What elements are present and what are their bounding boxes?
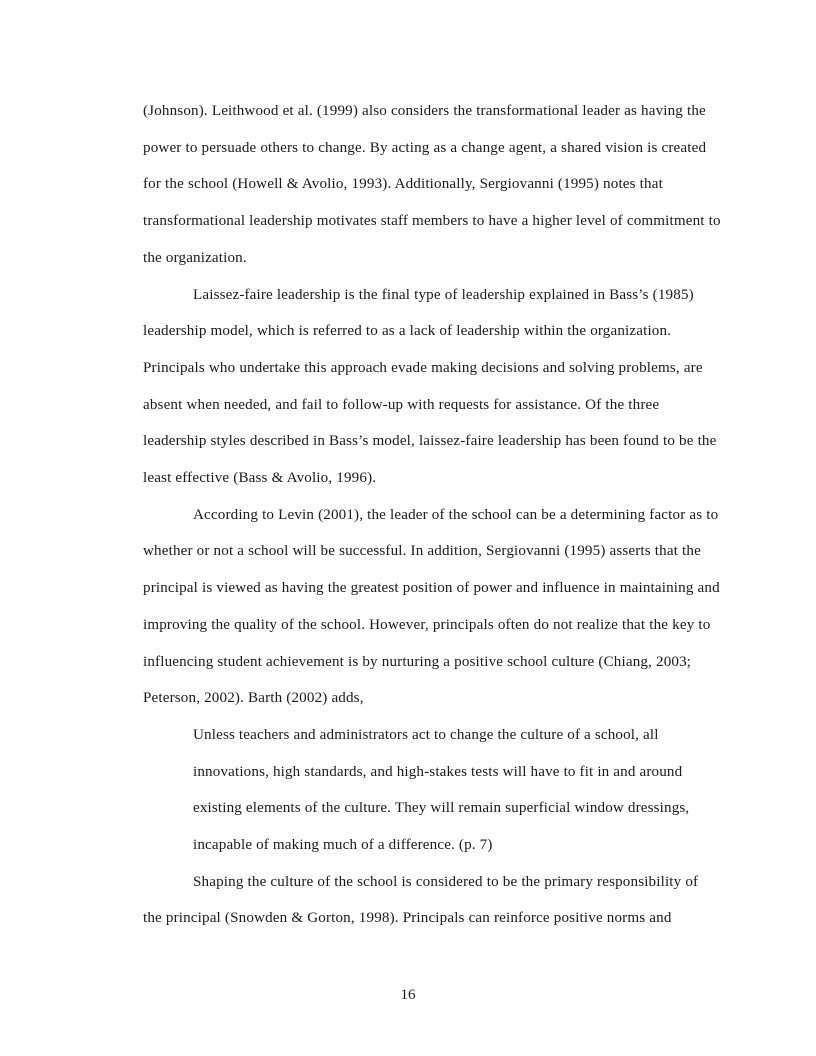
paragraph-shaping-culture: Shaping the culture of the school is considered to be the primary responsibility of the principal (Snowden & Gorton, 1998). Principals can reinforce positive norms and (143, 873, 699, 927)
paragraph-laissez-faire-leadership: Laissez-faire leadership is the final type of leadership explained in Bass’s (1985) leadership model, which is referred to as a lack of leadership within the organization. Principals who undertake this approach evade making decisions and solving problems, are absent when needed, and fail to follow-up with requests for assistance. Of the three leadership styles described in Bass’s model, laissez-faire leadership has been found to be the least effective (Bass & Avolio, 1996). (143, 286, 717, 487)
paragraph-johnson-leithwood: (Johnson). Leithwood et al. (1999) also considers the transformational leader as having the power to persuade others to change. By acting as a change agent, a shared vision is created for the school (Howell & Avolio, 1993). Additionally, Sergiovanni (1995) notes that transformational leadership motivates staff members to have a higher level of commitment to the organization. (143, 103, 721, 266)
paragraph-levin-school-leader: According to Levin (2001), the leader of the school can be a determining factor as to whether or not a school will be successful. In addition, Sergiovanni (1995) asserts that the principal is viewed as having the greatest position of power and influence in maintaining and improving the quality of the school. However, principals often do not realize that the key to influencing student achievement is by nurturing a positive school culture (Chiang, 2003; Peterson, 2002). Barth (2002) adds, (143, 506, 720, 707)
page-number: 16 (400, 987, 416, 1003)
blockquote-barth-culture: Unless teachers and administrators act to change the culture of a school, all innovations, high standards, and high-stakes tests will have to fit in and around existing elements of the culture. They will remain superficial window dressings, incapable of making much of a difference. (p. 7) (193, 726, 690, 854)
page-body-text (143, 93, 721, 937)
